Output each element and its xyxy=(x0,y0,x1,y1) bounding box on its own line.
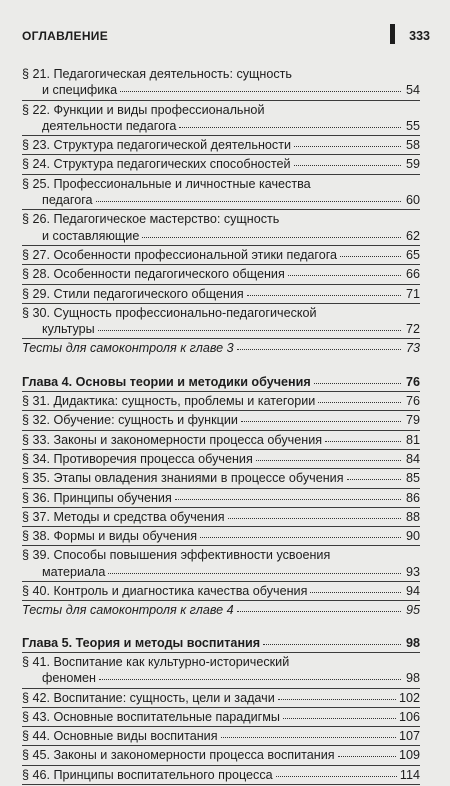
toc-line xyxy=(22,583,420,599)
dot-leader xyxy=(96,201,401,202)
toc-entry[interactable] xyxy=(22,102,420,135)
entry-title: § 26. Педагогическое мастерство: сущность xyxy=(22,212,280,227)
dot-leader xyxy=(314,383,401,384)
divider xyxy=(22,100,420,101)
toc-line xyxy=(22,509,420,525)
toc-line xyxy=(22,451,420,467)
dot-leader xyxy=(347,479,401,480)
entry-title: § 30. Сущность профессионально-педагогической xyxy=(22,305,317,320)
dot-leader xyxy=(276,776,397,777)
entry-title: § 44. Основные виды воспитания xyxy=(22,729,218,744)
spacer xyxy=(22,357,420,374)
entry-page: 90 xyxy=(405,529,420,544)
toc-entry[interactable] xyxy=(22,547,420,580)
toc-entry[interactable] xyxy=(22,528,420,544)
entry-title: материала xyxy=(42,564,106,579)
dot-leader xyxy=(221,737,396,738)
toc-line xyxy=(22,432,420,448)
dot-leader xyxy=(179,127,401,128)
toc-line xyxy=(22,137,420,153)
dot-leader xyxy=(120,91,401,92)
toc-line xyxy=(22,393,420,409)
dot-leader xyxy=(108,573,401,574)
divider xyxy=(22,765,420,766)
toc-line xyxy=(22,102,420,118)
dot-leader xyxy=(247,295,401,296)
entry-page: 76 xyxy=(405,394,420,409)
entry-page: 102 xyxy=(398,690,420,705)
divider xyxy=(22,430,420,431)
dot-leader xyxy=(338,756,396,757)
dot-leader xyxy=(142,237,401,238)
entry-title: феномен xyxy=(42,671,96,686)
toc-entry[interactable] xyxy=(22,728,420,744)
divider xyxy=(22,284,420,285)
divider xyxy=(22,545,420,546)
entry-title: § 33. Законы и закономерности процесса обучения xyxy=(22,432,323,447)
toc-line xyxy=(22,470,420,486)
entry-page: 72 xyxy=(405,322,420,337)
toc-entry[interactable] xyxy=(22,393,420,409)
entry-page: 93 xyxy=(405,564,420,579)
toc-line xyxy=(22,118,420,134)
entry-title: Тесты для самоконтроля к главе 4 xyxy=(22,603,234,618)
page-number: 333 xyxy=(409,29,430,43)
toc-line xyxy=(22,412,420,428)
dot-leader xyxy=(294,146,401,147)
toc-line xyxy=(22,176,420,192)
toc-entry[interactable] xyxy=(22,490,420,506)
divider xyxy=(22,745,420,746)
toc-entry[interactable] xyxy=(22,432,420,448)
toc-line xyxy=(22,690,420,706)
toc-entry[interactable] xyxy=(22,451,420,467)
toc-entry[interactable] xyxy=(22,305,420,338)
toc-line xyxy=(22,747,420,763)
dot-leader xyxy=(237,349,401,350)
entry-page: 60 xyxy=(405,193,420,208)
divider xyxy=(22,652,420,653)
entry-title: § 28. Особенности педагогического общения xyxy=(22,267,285,282)
dot-leader xyxy=(283,718,396,719)
toc-entry[interactable] xyxy=(22,412,420,428)
toc-line xyxy=(22,66,420,82)
divider xyxy=(22,135,420,136)
entry-title: Тесты для самоконтроля к главе 3 xyxy=(22,341,234,356)
toc-line xyxy=(22,247,420,263)
divider xyxy=(22,303,420,304)
divider xyxy=(22,784,420,785)
dot-leader xyxy=(288,275,401,276)
toc-entry[interactable] xyxy=(22,211,420,244)
entry-title: § 21. Педагогическая деятельность: сущность xyxy=(22,67,292,81)
entry-title: Глава 5. Теория и методы воспитания xyxy=(22,635,261,650)
running-title: ОГЛАВЛЕНИЕ xyxy=(22,29,109,43)
divider xyxy=(22,245,420,246)
toc-entry[interactable] xyxy=(22,247,420,263)
entry-title: § 43. Основные воспитательные парадигмы xyxy=(22,709,280,724)
entry-title: § 24. Структура педагогических способностей xyxy=(22,157,291,172)
entry-page: 114 xyxy=(399,767,420,782)
entry-title: § 27. Особенности профессиональной этики педагога xyxy=(22,247,338,262)
toc-entry[interactable] xyxy=(22,654,420,687)
toc-entry[interactable] xyxy=(22,767,420,783)
entry-page: 66 xyxy=(405,267,420,282)
entry-page: 98 xyxy=(405,635,420,650)
divider xyxy=(22,468,420,469)
entry-page: 88 xyxy=(405,509,420,524)
divider xyxy=(22,264,420,265)
entry-title: деятельности педагога xyxy=(42,118,177,133)
entry-page: 79 xyxy=(405,413,420,428)
entry-page: 81 xyxy=(405,432,420,447)
dot-leader xyxy=(278,699,396,700)
toc-line xyxy=(22,266,420,282)
divider xyxy=(22,526,420,527)
toc-line xyxy=(22,286,420,302)
dot-leader xyxy=(325,441,401,442)
entry-page: 58 xyxy=(405,138,420,153)
toc-line xyxy=(22,156,420,172)
toc-entry[interactable] xyxy=(22,66,420,99)
divider xyxy=(22,688,420,689)
entry-page: 71 xyxy=(405,286,420,301)
toc-line xyxy=(22,728,420,744)
entry-page: 109 xyxy=(398,748,420,763)
divider xyxy=(22,726,420,727)
entry-title: § 38. Формы и виды обучения xyxy=(22,529,198,544)
test-entry[interactable] xyxy=(22,340,420,356)
dot-leader xyxy=(98,330,401,331)
entry-page: 106 xyxy=(398,709,420,724)
entry-title: § 22. Функции и виды профессиональной xyxy=(22,102,265,117)
toc-line xyxy=(22,340,420,356)
dot-leader xyxy=(241,421,401,422)
entry-title: и специфика xyxy=(42,83,118,98)
toc-entry[interactable] xyxy=(22,266,420,282)
entry-title: культуры xyxy=(42,322,95,337)
dot-leader xyxy=(175,499,401,500)
dot-leader xyxy=(310,592,401,593)
divider xyxy=(22,209,420,210)
entry-page: 94 xyxy=(405,584,420,599)
entry-page: 86 xyxy=(405,490,420,505)
chapter-heading xyxy=(22,374,420,390)
toc-line xyxy=(22,564,420,580)
dot-leader xyxy=(200,537,401,538)
divider xyxy=(22,410,420,411)
dot-leader xyxy=(99,679,401,680)
toc-line xyxy=(22,709,420,725)
toc-line xyxy=(22,192,420,208)
toc-line xyxy=(22,305,420,321)
entry-page: 55 xyxy=(405,118,420,133)
entry-title: § 29. Стили педагогического общения xyxy=(22,286,244,301)
entry-title: § 41. Воспитание как культурно-исторический xyxy=(22,654,290,669)
entry-page: 54 xyxy=(405,83,420,98)
entry-title: педагога xyxy=(42,193,93,208)
entry-title: § 42. Воспитание: сущность, цели и задачи xyxy=(22,690,275,705)
dot-leader xyxy=(237,611,401,612)
divider xyxy=(22,600,420,601)
toc-line xyxy=(22,82,420,98)
page-header xyxy=(22,24,430,46)
toc-line xyxy=(22,547,420,563)
divider xyxy=(22,174,420,175)
toc-line xyxy=(22,670,420,686)
toc-entry[interactable] xyxy=(22,156,420,172)
entry-title: § 40. Контроль и диагностика качества обучения xyxy=(22,584,308,599)
toc-line xyxy=(22,321,420,337)
dot-leader xyxy=(256,460,401,461)
divider xyxy=(22,338,420,339)
entry-page: 76 xyxy=(405,374,420,389)
toc-line xyxy=(22,654,420,670)
entry-title: § 25. Профессиональные и личностные качества xyxy=(22,176,311,191)
divider xyxy=(22,449,420,450)
divider xyxy=(22,707,420,708)
toc-line xyxy=(22,211,420,227)
entry-page: 95 xyxy=(405,603,420,618)
entry-title: § 31. Дидактика: сущность, проблемы и категории xyxy=(22,394,316,409)
toc-entry[interactable] xyxy=(22,690,420,706)
entry-page: 98 xyxy=(405,671,420,686)
toc-entry[interactable] xyxy=(22,137,420,153)
toc-line xyxy=(22,228,420,244)
entry-title: § 23. Структура педагогической деятельности xyxy=(22,138,292,153)
toc-entry[interactable] xyxy=(22,286,420,302)
dot-leader xyxy=(263,644,401,645)
toc-line xyxy=(22,767,420,783)
test-entry[interactable] xyxy=(22,602,420,618)
toc-entry[interactable] xyxy=(22,176,420,209)
toc-entry[interactable] xyxy=(22,583,420,599)
entry-title: § 36. Принципы обучения xyxy=(22,490,172,505)
chapter-heading xyxy=(22,635,420,651)
entry-title: и составляющие xyxy=(42,228,140,243)
divider xyxy=(22,581,420,582)
toc-line xyxy=(22,490,420,506)
entry-page: 84 xyxy=(405,451,420,466)
entry-title: § 39. Способы повышения эффективности усвоения xyxy=(22,548,331,563)
toc-entry[interactable] xyxy=(22,509,420,525)
entry-title: § 37. Методы и средства обучения xyxy=(22,509,225,524)
divider xyxy=(22,488,420,489)
entry-title: Глава 4. Основы теории и методики обучения xyxy=(22,374,311,389)
toc-entry[interactable] xyxy=(22,470,420,486)
divider xyxy=(22,507,420,508)
dot-leader xyxy=(340,256,401,257)
entry-page: 65 xyxy=(405,247,420,262)
entry-title: § 34. Противоречия процесса обучения xyxy=(22,451,253,466)
entry-title: § 45. Законы и закономерности процесса воспитания xyxy=(22,748,335,763)
table-of-contents xyxy=(22,66,420,786)
toc-line xyxy=(22,528,420,544)
entry-page: 73 xyxy=(405,341,420,356)
toc-entry[interactable] xyxy=(22,747,420,763)
entry-page: 62 xyxy=(405,228,420,243)
dot-leader xyxy=(228,518,401,519)
toc-line xyxy=(22,602,420,618)
spacer xyxy=(22,619,420,635)
entry-title: § 46. Принципы воспитательного процесса xyxy=(22,767,273,782)
entry-title: § 35. Этапы овладения знаниями в процессе обучения xyxy=(22,471,344,486)
divider xyxy=(22,391,420,392)
entry-title: § 32. Обучение: сущность и функции xyxy=(22,413,238,428)
header-rule xyxy=(390,24,395,44)
divider xyxy=(22,154,420,155)
entry-page: 85 xyxy=(405,471,420,486)
entry-page: 59 xyxy=(405,157,420,172)
toc-entry[interactable] xyxy=(22,709,420,725)
entry-page: 107 xyxy=(398,729,420,744)
dot-leader xyxy=(294,165,401,166)
dot-leader xyxy=(318,402,401,403)
